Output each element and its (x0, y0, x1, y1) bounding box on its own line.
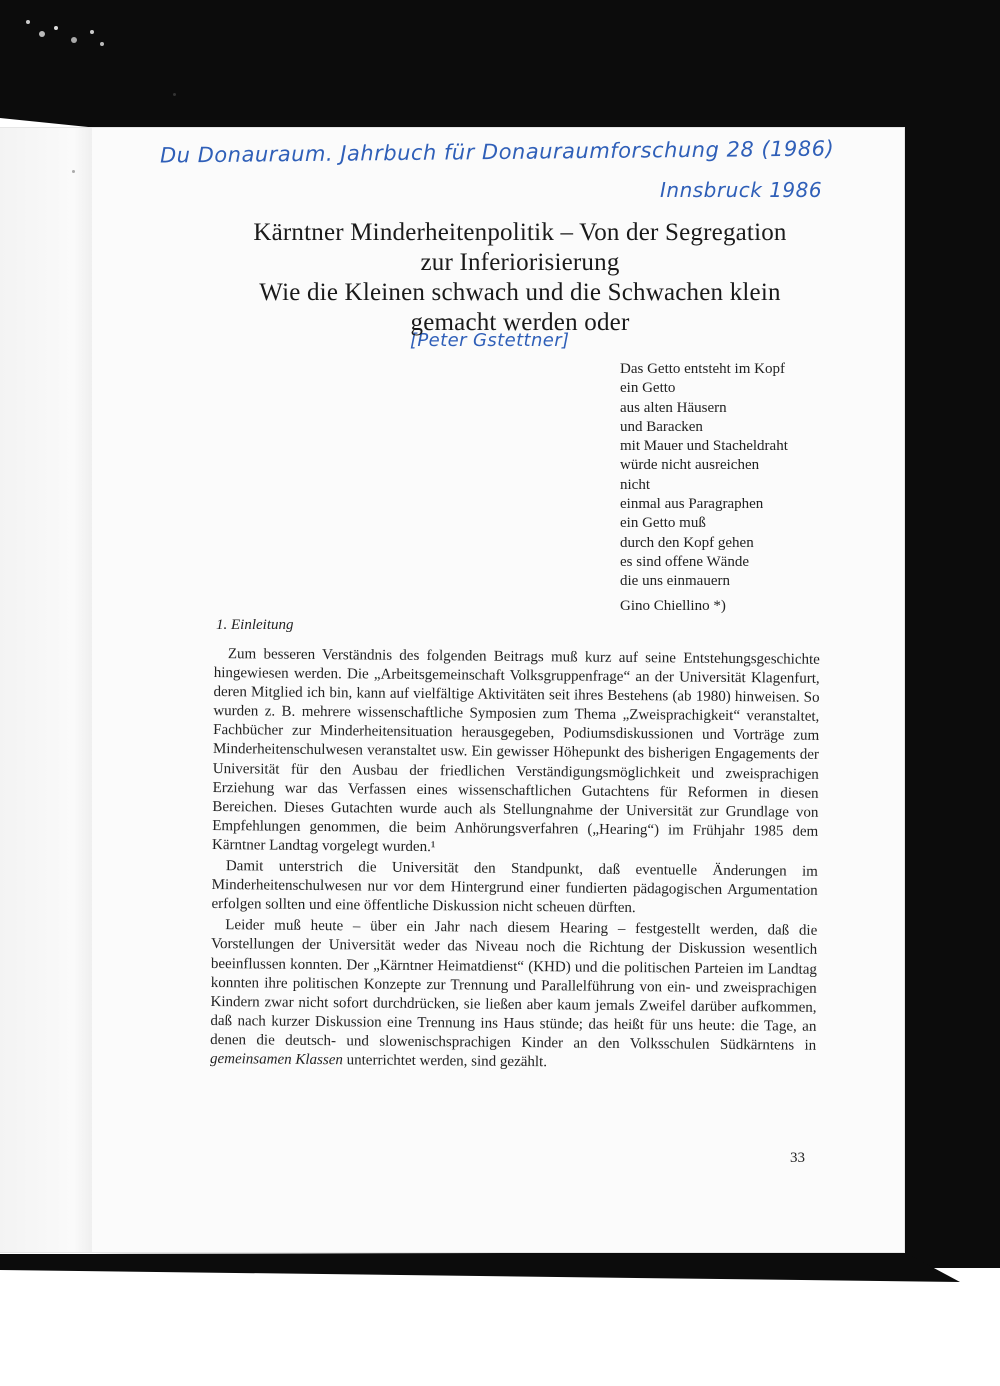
epigraph-poem (620, 360, 860, 592)
body-text (210, 645, 820, 1077)
poem-line: einmal aus Paragraphen (620, 496, 764, 513)
poem-line: es sind offene Wände (620, 553, 749, 570)
section-heading: 1. Einleitung (216, 617, 294, 633)
paragraph: Damit unterstrich die Universität den Standpunkt, daß eventuelle Änderungen im Minderheitenschulwesen nur vor dem Hintergrund einer fundierten pädagogischen Argumentation erfolgen sollten und eine öffentliche Diskussion nicht scheuen dürften. (211, 858, 818, 917)
poem-line: die uns einmauern (620, 573, 730, 590)
handwritten-source-note: Du Donauraum. Jahrbuch für Donauraumforschung 28 (1986) (159, 136, 835, 168)
article-title (200, 218, 840, 338)
paragraph: Zum besseren Verständnis des folgenden Beitrags muß kurz auf seine Entstehungsgeschichte hingewiesen werden. Die „Arbeitsgemeinschaft Volksgruppenfrage“ an der Universität Klagenfurt, deren Mitglied ich bin, kann auf vielfältige Aktivitäten seit ihres Bestehens (ab 1980) hinweisen. So wurden z. B. mehrere wissenschaftliche Symposien zum Thema „Zweisprachigkeit“ veranstaltet, Fachbücher zur Minderheitensituation herausgegeben, Podiumsdiskussionen und Vorträge zum Minderheitenschulwesen veranstaltet usw. Ein gewisser Höhepunkt des bisherigen Engagements der Universität für den Ausbau der friedlichen Verständigungsmöglichkeit und zweisprachigen Erziehung war das Verfassen eines wissenschaftlichen Gutachtens für Reformen in diesen Bereichen. Dieses Gutachten wurde auch als Stellungnahme der Universität zur Grundlage von Empfehlungen genommen, die beim Anhörungsverfahren („Hearing“) im Frühjahr 1985 dem Kärntner Landtag vorgelegt wurden.¹ (212, 646, 820, 856)
poem-line: und Baracken (620, 418, 703, 435)
poem-line: würde nicht ausreichen (620, 457, 760, 474)
poem-line: mit Mauer und Stacheldraht (620, 438, 788, 455)
page-gutter (0, 128, 92, 1252)
paragraph-text: unterrichtet werden, sind gezählt. (342, 1052, 548, 1071)
poem-line: nicht (620, 476, 650, 493)
poem-line: ein Getto (620, 380, 676, 397)
poem-line: ein Getto muß (620, 515, 706, 532)
poem-line: Das Getto entsteht im Kopf (620, 361, 785, 377)
title-line: Wie die Kleinen schwach und die Schwachen klein (259, 279, 781, 306)
title-line: Kärntner Minderheitenpolitik – Von der Segregation (253, 219, 787, 246)
poem-line: durch den Kopf gehen (620, 534, 754, 551)
scan-speck (72, 170, 75, 173)
paragraph-text: Leider muß heute – über ein Jahr nach diesem Hearing – festgestellt werden, daß die Vorstellungen der Universität weder das Niveau noch die Richtung der Diskussion wesentlich beeinflussen konnten. Der „Kärntner Heimatdienst“ (KHD) und die politischen Parteien im Landtag konnten ihre politischen Konzepte zur Trennung und Parallelführung von ein- und zweisprachigen Kindern zwar nicht sofort durchdrücken, sie ließen aber kaum jemals Zweifel darüber aufkommen, daß nach kurzer Diskussion eine Trennung ins Haus stünde; das heißt für uns heute: die Tage, an denen die deutsch- und slowenischsprachigen Kinder an den Volksschulen Südkärntens in (210, 917, 818, 1054)
paragraph (210, 916, 817, 1075)
title-line: zur Inferiorisierung (420, 249, 620, 276)
scan-artifact-icon (22, 14, 112, 54)
handwritten-author: [Peter Gstettner] (410, 330, 570, 351)
emphasized-text: gemeinsamen Klassen (209, 1050, 344, 1069)
handwritten-place-year: Innsbruck 1986 (660, 178, 823, 202)
title-line: gemacht werden oder (410, 309, 630, 336)
poem-author: Gino Chiellino *) (620, 598, 726, 614)
poem-line: aus alten Häusern (620, 399, 727, 416)
scan-speck (173, 93, 176, 96)
page-number: 33 (790, 1150, 805, 1166)
